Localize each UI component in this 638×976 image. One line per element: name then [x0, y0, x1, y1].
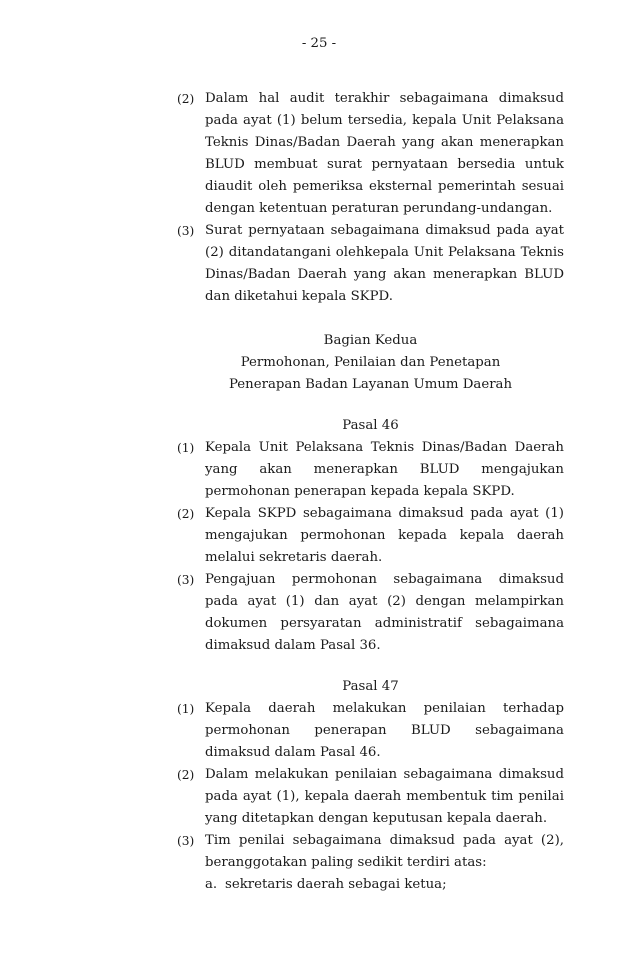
paragraph-text: Tim penilai sebagaimana dimaksud pada ayat (2), beranggotakan paling sedikit terdiri atas: — [205, 833, 564, 870]
body-text — [177, 88, 564, 896]
section-title: Bagian Kedua — [323, 333, 418, 348]
paragraph-number: (3) — [177, 573, 195, 587]
paragraph-number: (3) — [177, 834, 195, 848]
sub-item-text: sekretaris daerah sebagai ketua; — [225, 877, 447, 892]
pasal-46-paragraph-3 — [177, 569, 564, 657]
paragraph-number: (2) — [177, 768, 195, 782]
paragraph-text: Pengajuan permohonan sebagaimana dimaksud pada ayat (1) dan ayat (2) dengan melampirkan dokumen persyaratan administratif sebagaimana dimaksud dalam Pasal 36. — [205, 572, 564, 653]
paragraph-text: Kepala SKPD sebagaimana dimaksud pada ayat (1) mengajukan permohonan kepada kepala daerah melalui sekretaris daerah. — [205, 506, 564, 565]
paragraph-3 — [177, 220, 564, 308]
pasal-47-paragraph-3 — [177, 830, 564, 874]
page-number: - 25 - — [301, 36, 337, 51]
pasal-47-title: Pasal 47 — [342, 679, 399, 694]
paragraph-text: Dalam melakukan penilaian sebagaimana dimaksud pada ayat (1), kepala daerah membentuk tim penilai yang ditetapkan dengan keputusan kepala daerah. — [205, 767, 564, 826]
pasal-47-paragraph-1 — [177, 698, 564, 764]
pasal-46-title: Pasal 46 — [342, 418, 399, 433]
paragraph-2 — [177, 88, 564, 220]
paragraph-text: Kepala Unit Pelaksana Teknis Dinas/Badan Daerah yang akan menerapkan BLUD mengajukan permohonan penerapan kepada kepala SKPD. — [205, 440, 564, 499]
paragraph-number: (2) — [177, 507, 195, 521]
sub-item-letter: a. — [205, 877, 218, 892]
sub-item-a — [177, 874, 564, 896]
section-subtitle-1: Permohonan, Penilaian dan Penetapan — [240, 355, 501, 370]
pasal-46-paragraph-1 — [177, 437, 564, 503]
section-subtitle-2: Penerapan Badan Layanan Umum Daerah — [228, 377, 513, 392]
pasal-47-paragraph-2 — [177, 764, 564, 830]
paragraph-number: (1) — [177, 441, 195, 455]
paragraph-text: Dalam hal audit terakhir sebagaimana dimaksud pada ayat (1) belum tersedia, kepala Unit Pelaksana Teknis Dinas/Badan Daerah yang akan menerapkan BLUD membuat surat pernyataan bersedia untuk diaudit oleh pemeriksa eksternal pemerintah sesuai dengan ketentuan peraturan perundang-undangan. — [205, 91, 564, 216]
paragraph-text: Surat pernyataan sebagaimana dimaksud pada ayat (2) ditandatangani olehkepala Unit Pelaksana Teknis Dinas/Badan Daerah yang akan menerapkan BLUD dan diketahui kepala SKPD. — [205, 223, 564, 304]
pasal-46-paragraph-2 — [177, 503, 564, 569]
paragraph-number: (2) — [177, 92, 195, 106]
paragraph-number: (1) — [177, 702, 195, 716]
paragraph-text: Kepala daerah melakukan penilaian terhadap permohonan penerapan BLUD sebagaimana dimaksud dalam Pasal 46. — [205, 701, 564, 760]
paragraph-number: (3) — [177, 224, 195, 238]
